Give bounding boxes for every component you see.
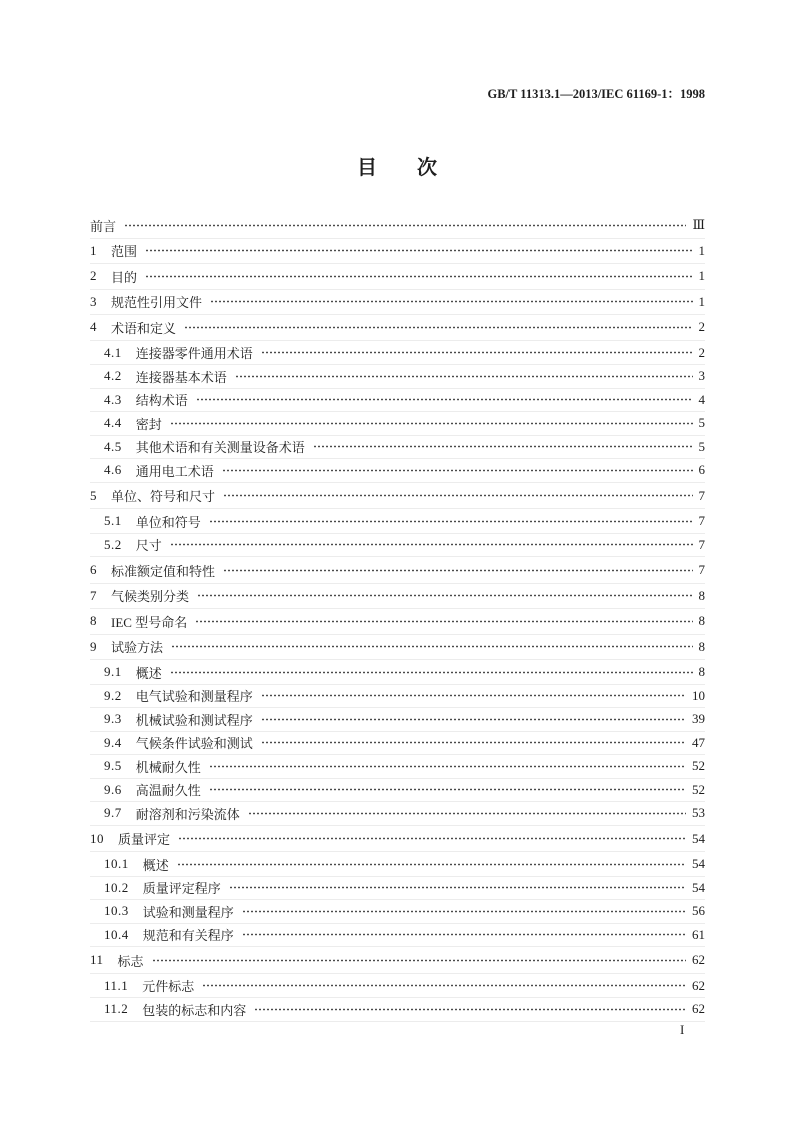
toc-entry-page: 53 bbox=[692, 805, 705, 821]
toc-entry bbox=[90, 484, 705, 510]
toc-leader-dots bbox=[209, 520, 693, 523]
toc-entry-number: 6 bbox=[90, 562, 97, 578]
toc-entry-number: 5.2 bbox=[104, 536, 122, 552]
toc-entry-title: 标志 bbox=[117, 953, 144, 969]
toc-entry-title: 机械耐久性 bbox=[135, 759, 201, 775]
toc-entry-number: 5 bbox=[90, 487, 97, 503]
toc-entry-title: 单位、符号和尺寸 bbox=[111, 489, 216, 505]
toc-leader-dots bbox=[248, 812, 686, 815]
toc-entry bbox=[90, 534, 705, 558]
toc-entry-title: 密封 bbox=[135, 416, 162, 432]
toc-entry-page: 54 bbox=[692, 856, 705, 872]
toc-entry bbox=[90, 900, 705, 924]
toc-leader-dots bbox=[171, 645, 692, 648]
toc-entry-number: 9.5 bbox=[104, 758, 122, 774]
toc-entry-page: 7 bbox=[698, 487, 705, 503]
toc-entry-page: 8 bbox=[698, 587, 705, 603]
toc-entry-title: 标准额定值和特性 bbox=[111, 563, 216, 579]
toc-leader-dots bbox=[177, 863, 686, 866]
toc-entry-title: 通用电工术语 bbox=[135, 463, 214, 479]
toc-entry-number: 2 bbox=[90, 268, 97, 284]
toc-leader-dots bbox=[222, 469, 693, 472]
toc-entry-number: 4.6 bbox=[104, 462, 122, 478]
toc-entry-title: 电气试验和测量程序 bbox=[135, 689, 253, 705]
toc-entry-title: 前言 bbox=[90, 218, 117, 234]
toc-entry-title: 规范性引用文件 bbox=[111, 295, 203, 311]
toc-leader-dots bbox=[197, 594, 692, 597]
toc-entry bbox=[90, 239, 705, 265]
toc-entry-title: 耐溶剂和污染流体 bbox=[135, 806, 240, 822]
toc-leader-dots bbox=[313, 445, 693, 448]
toc-entry bbox=[90, 975, 705, 999]
toc-entry bbox=[90, 924, 705, 948]
toc-entry-number: 7 bbox=[90, 587, 97, 603]
toc-entry bbox=[90, 315, 705, 341]
toc-entry bbox=[90, 661, 705, 685]
toc-leader-dots bbox=[209, 788, 686, 791]
toc-entry-title: 包装的标志和内容 bbox=[142, 1002, 247, 1018]
toc-entry bbox=[90, 412, 705, 436]
toc-entry-number: 4.3 bbox=[104, 391, 122, 407]
toc-entry-page: 61 bbox=[692, 926, 705, 942]
toc-entry bbox=[90, 853, 705, 877]
toc-entry-number: 4.5 bbox=[104, 438, 122, 454]
toc-entry-number: 5.1 bbox=[104, 513, 122, 529]
page-title: 目 次 bbox=[357, 155, 437, 179]
toc-entry-number: 9.3 bbox=[104, 711, 122, 727]
toc-entry-page: 4 bbox=[698, 391, 705, 407]
toc-entry-title: 概述 bbox=[135, 665, 162, 681]
toc-leader-dots bbox=[145, 249, 692, 252]
toc-entry bbox=[90, 948, 705, 974]
toc-leader-dots bbox=[261, 741, 686, 744]
table-of-contents bbox=[90, 213, 705, 1022]
toc-entry bbox=[90, 290, 705, 316]
toc-entry bbox=[90, 584, 705, 610]
toc-entry bbox=[90, 755, 705, 779]
toc-entry-page: 8 bbox=[698, 664, 705, 680]
toc-entry-number: 11 bbox=[90, 952, 104, 968]
toc-entry-number: 4 bbox=[90, 319, 97, 335]
toc-entry-page: 8 bbox=[698, 613, 705, 629]
toc-entry bbox=[90, 436, 705, 460]
toc-leader-dots bbox=[195, 620, 692, 623]
toc-entry bbox=[90, 365, 705, 389]
toc-leader-dots bbox=[261, 351, 693, 354]
toc-entry-title: 连接器零件通用术语 bbox=[135, 346, 253, 362]
toc-entry bbox=[90, 998, 705, 1022]
toc-entry-number: 4.2 bbox=[104, 368, 122, 384]
toc-entry-title: 概述 bbox=[142, 857, 169, 873]
toc-entry-title: 范围 bbox=[111, 244, 138, 260]
toc-leader-dots bbox=[223, 569, 692, 572]
toc-entry-page: 1 bbox=[698, 293, 705, 309]
toc-entry-number: 10 bbox=[90, 830, 104, 846]
toc-entry bbox=[90, 685, 705, 709]
toc-entry-page: 5 bbox=[698, 438, 705, 454]
standard-code-header: GB/T 11313.1—2013/IEC 61169-1：1998 bbox=[487, 87, 705, 101]
toc-entry bbox=[90, 802, 705, 826]
toc-leader-dots bbox=[229, 886, 686, 889]
toc-entry-number: 11.1 bbox=[104, 977, 129, 993]
toc-entry-page: 52 bbox=[692, 781, 705, 797]
toc-entry-title: 其他术语和有关测量设备术语 bbox=[135, 440, 305, 456]
toc-entry-page: Ⅲ bbox=[692, 217, 705, 233]
toc-entry-number: 9.7 bbox=[104, 805, 122, 821]
toc-leader-dots bbox=[210, 300, 692, 303]
toc-entry-title: 术语和定义 bbox=[111, 320, 177, 336]
toc-entry-page: 62 bbox=[692, 952, 705, 968]
toc-entry-number: 10.2 bbox=[104, 879, 129, 895]
toc-entry-number: 9.2 bbox=[104, 687, 122, 703]
toc-entry-page: 7 bbox=[698, 513, 705, 529]
toc-entry bbox=[90, 459, 705, 483]
toc-entry bbox=[90, 342, 705, 366]
toc-leader-dots bbox=[145, 275, 692, 278]
toc-leader-dots bbox=[178, 837, 686, 840]
toc-entry-page: 3 bbox=[698, 368, 705, 384]
toc-entry-number: 4.1 bbox=[104, 344, 122, 360]
toc-leader-dots bbox=[254, 1008, 686, 1011]
toc-leader-dots bbox=[152, 959, 686, 962]
toc-leader-dots bbox=[209, 765, 686, 768]
toc-entry-page: 62 bbox=[692, 977, 705, 993]
toc-entry-title: 元件标志 bbox=[142, 979, 195, 995]
toc-leader-dots bbox=[202, 984, 686, 987]
toc-entry-title: 规范和有关程序 bbox=[142, 928, 234, 944]
toc-entry-page: 54 bbox=[692, 830, 705, 846]
toc-entry-page: 2 bbox=[698, 319, 705, 335]
toc-entry-number: 9.1 bbox=[104, 664, 122, 680]
toc-entry-title: 高温耐久性 bbox=[135, 783, 201, 799]
toc-leader-dots bbox=[124, 224, 686, 227]
toc-entry-page: 7 bbox=[698, 562, 705, 578]
toc-leader-dots bbox=[235, 375, 693, 378]
toc-leader-dots bbox=[170, 543, 693, 546]
toc-entry-page: 6 bbox=[698, 462, 705, 478]
toc-entry-number: 10.1 bbox=[104, 856, 129, 872]
toc-entry-page: 1 bbox=[698, 268, 705, 284]
toc-entry bbox=[90, 558, 705, 584]
toc-entry-title: 质量评定程序 bbox=[142, 881, 221, 897]
toc-leader-dots bbox=[223, 494, 692, 497]
toc-leader-dots bbox=[170, 422, 693, 425]
toc-entry-number: 10.3 bbox=[104, 903, 129, 919]
toc-entry-title: 机械试验和测试程序 bbox=[135, 712, 253, 728]
toc-entry-page: 1 bbox=[698, 242, 705, 258]
toc-leader-dots bbox=[196, 398, 693, 401]
toc-entry-number: 9.4 bbox=[104, 734, 122, 750]
toc-entry-page: 47 bbox=[692, 734, 705, 750]
page-number: I bbox=[680, 1022, 685, 1037]
toc-entry-number: 8 bbox=[90, 613, 97, 629]
toc-entry-number: 3 bbox=[90, 293, 97, 309]
toc-entry-page: 10 bbox=[692, 687, 705, 703]
toc-entry-number: 4.4 bbox=[104, 415, 122, 431]
toc-entry-title: 尺寸 bbox=[135, 538, 162, 554]
toc-entry bbox=[90, 264, 705, 290]
toc-entry bbox=[90, 213, 705, 239]
toc-entry-title: 气候类别分类 bbox=[111, 589, 190, 605]
toc-entry-page: 52 bbox=[692, 758, 705, 774]
toc-entry-title: 目的 bbox=[111, 269, 138, 285]
toc-entry bbox=[90, 708, 705, 732]
toc-entry bbox=[90, 635, 705, 661]
toc-entry-title: 结构术语 bbox=[135, 393, 188, 409]
toc-entry-page: 62 bbox=[692, 1001, 705, 1017]
toc-leader-dots bbox=[242, 933, 686, 936]
toc-entry-title: 质量评定 bbox=[118, 832, 171, 848]
toc-entry bbox=[90, 389, 705, 413]
toc-leader-dots bbox=[261, 718, 686, 721]
toc-entry-page: 54 bbox=[692, 879, 705, 895]
toc-leader-dots bbox=[170, 671, 693, 674]
toc-entry-number: 10.4 bbox=[104, 926, 129, 942]
toc-entry-number: 9 bbox=[90, 638, 97, 654]
toc-entry-number: 9.6 bbox=[104, 781, 122, 797]
toc-entry bbox=[90, 779, 705, 803]
toc-entry-number: 11.2 bbox=[104, 1001, 129, 1017]
toc-entry bbox=[90, 609, 705, 635]
toc-entry-number: 1 bbox=[90, 242, 97, 258]
toc-entry-title: IEC 型号命名 bbox=[111, 614, 188, 630]
toc-entry-title: 气候条件试验和测试 bbox=[135, 736, 253, 752]
toc-entry-page: 2 bbox=[698, 344, 705, 360]
toc-entry bbox=[90, 510, 705, 534]
toc-entry-page: 7 bbox=[698, 536, 705, 552]
toc-leader-dots bbox=[261, 694, 686, 697]
toc-entry bbox=[90, 732, 705, 756]
toc-entry bbox=[90, 877, 705, 901]
toc-entry-page: 39 bbox=[692, 711, 705, 727]
toc-leader-dots bbox=[184, 326, 692, 329]
toc-entry-page: 56 bbox=[692, 903, 705, 919]
toc-entry-title: 试验方法 bbox=[111, 640, 164, 656]
toc-entry-page: 5 bbox=[698, 415, 705, 431]
toc-leader-dots bbox=[242, 910, 686, 913]
toc-entry bbox=[90, 827, 705, 853]
toc-entry-title: 连接器基本术语 bbox=[135, 369, 227, 385]
toc-entry-title: 单位和符号 bbox=[135, 514, 201, 530]
toc-entry-title: 试验和测量程序 bbox=[142, 904, 234, 920]
toc-entry-page: 8 bbox=[698, 638, 705, 654]
